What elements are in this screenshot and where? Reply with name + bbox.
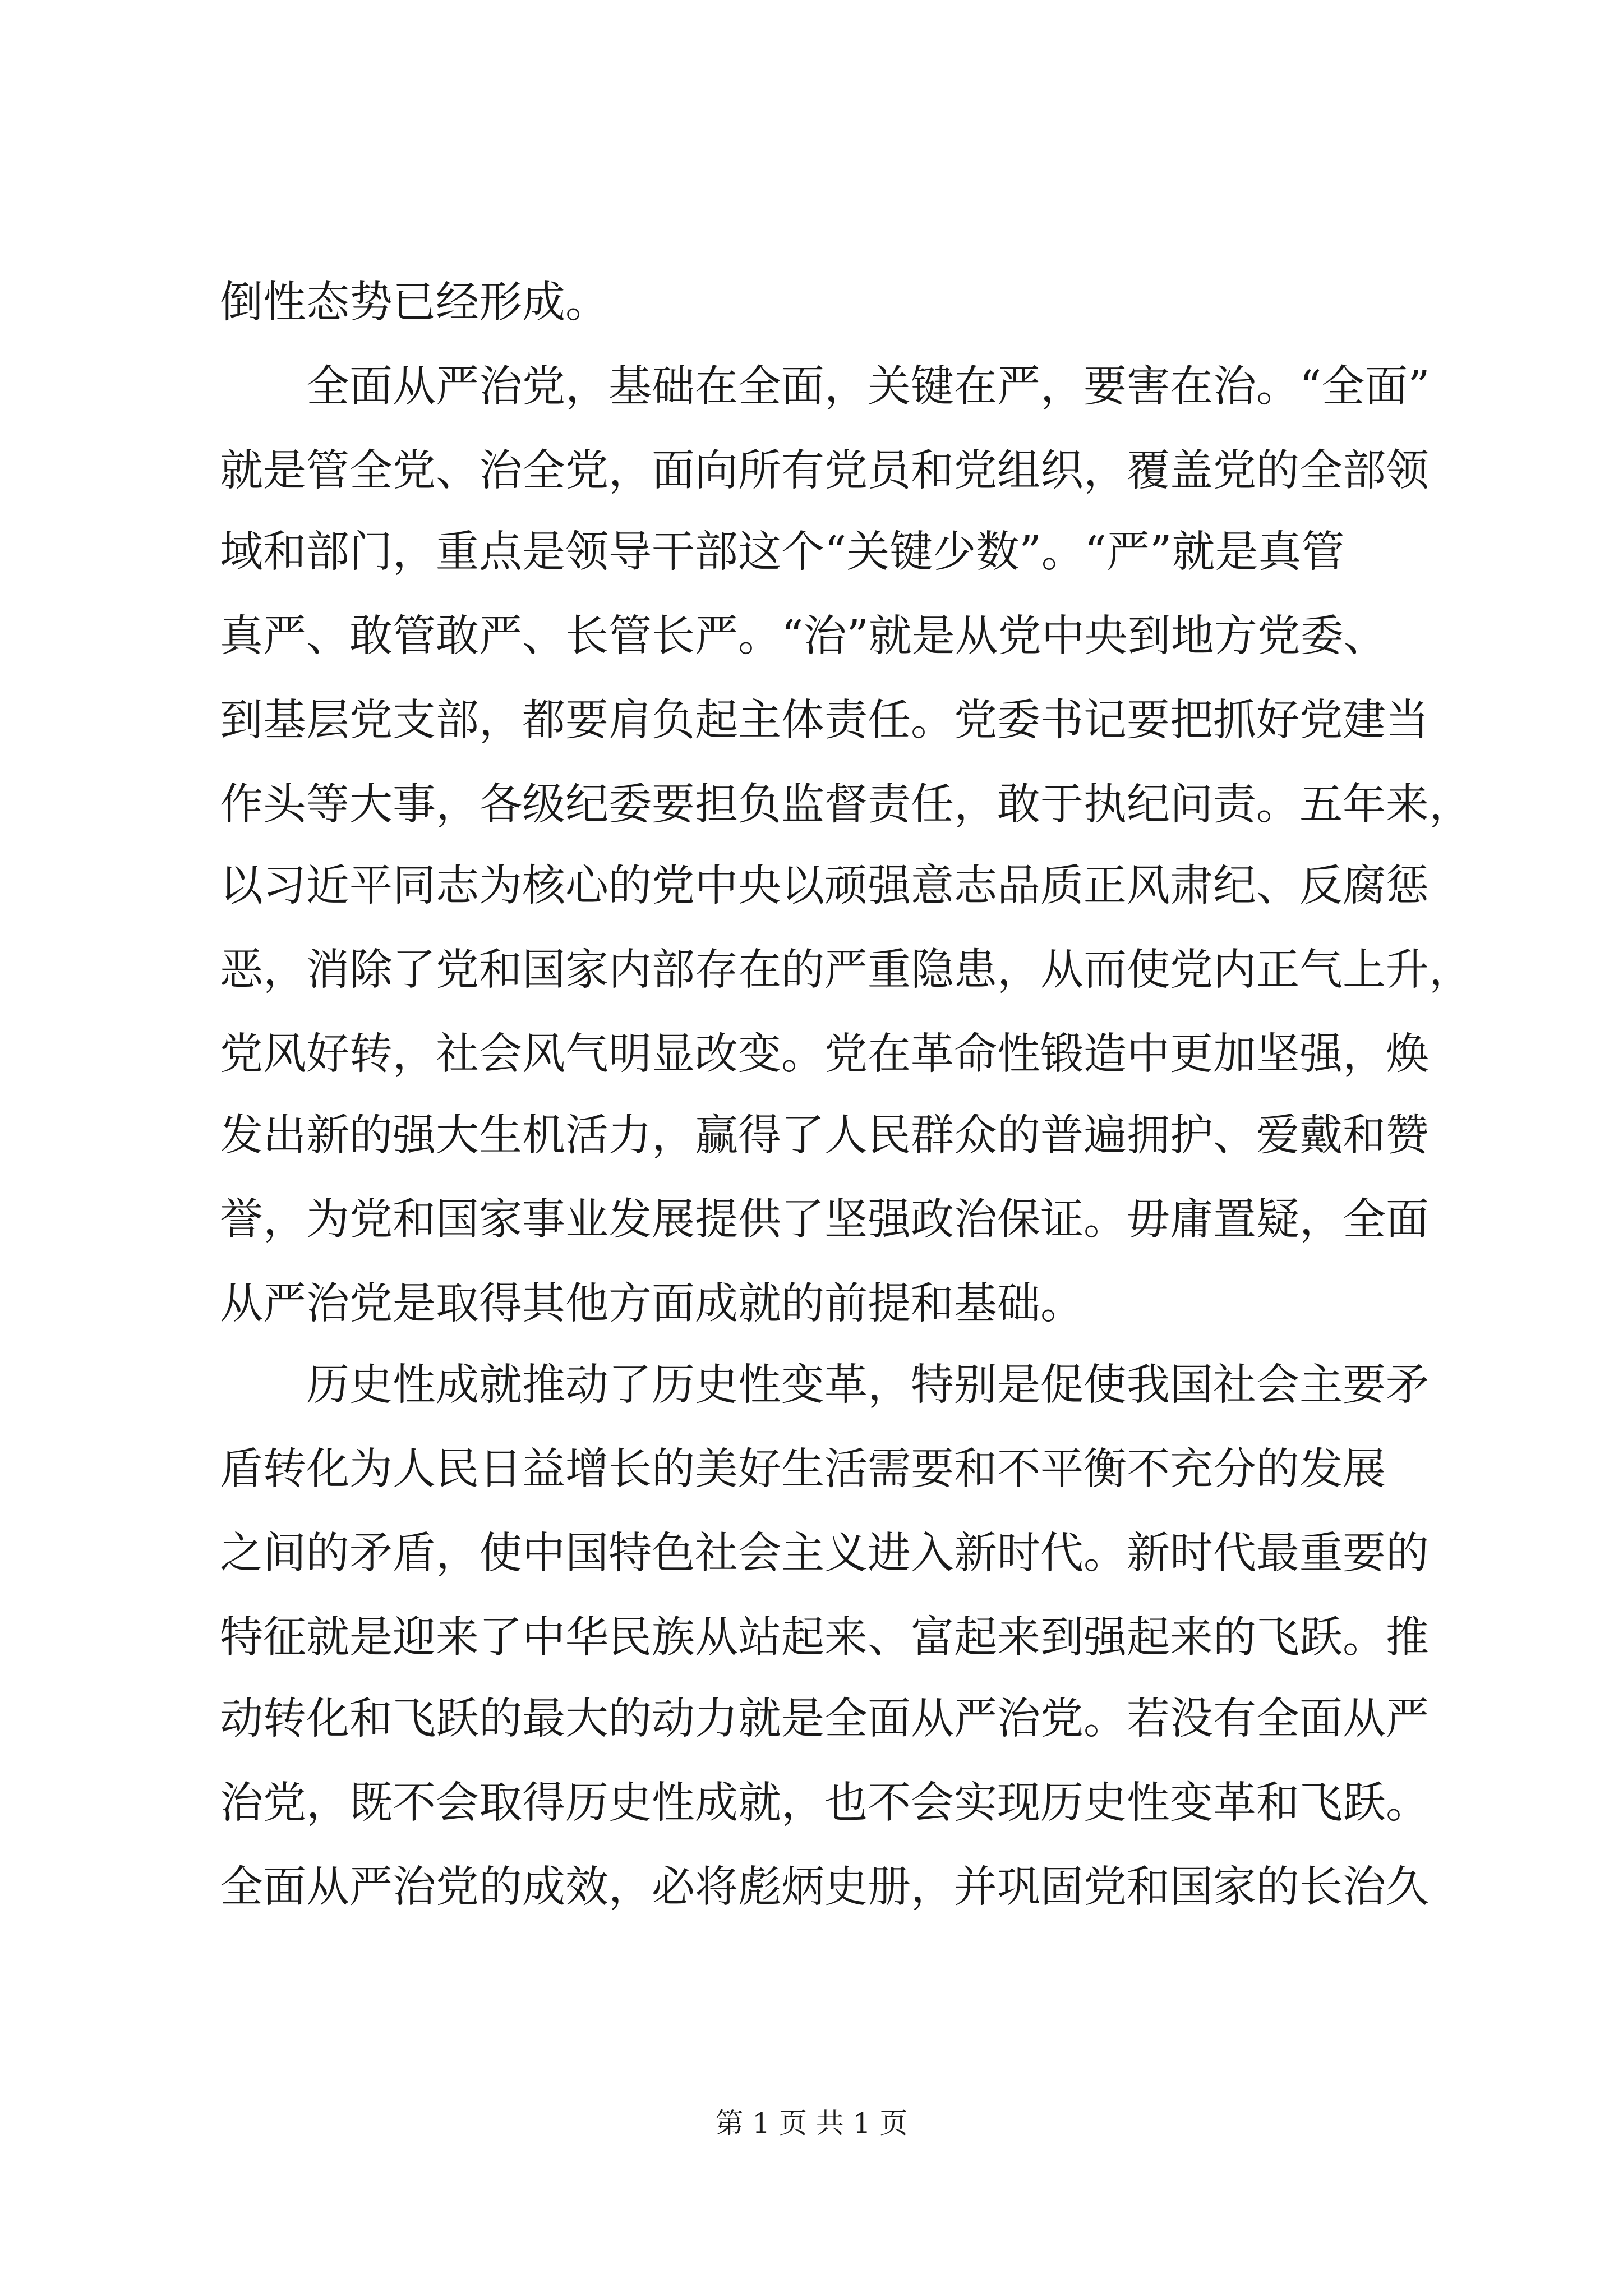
text-line: 发出新的强大生机活力，赢得了人民群众的普遍拥护、爱戴和赞 — [220, 1111, 1429, 1161]
text-line: 党风好转，社会风气明显改变。党在革命性锻造中更加坚强，焕 — [220, 1029, 1429, 1079]
text-line: 域和部门，重点是领导干部这个“关键少数”。“严”就是真管 — [220, 527, 1345, 577]
text-line: 之间的矛盾，使中国特色社会主义进入新时代。新时代最重要的 — [220, 1529, 1429, 1579]
text-line: 到基层党支部，都要肩负起主体责任。党委书记要把抓好党建当 — [220, 696, 1429, 746]
text-line: 誉，为党和国家事业发展提供了坚强政治保证。毋庸置疑，全面 — [220, 1195, 1429, 1245]
text-line: 全面从严治党的成效，必将彪炳史册，并巩固党和国家的长治久 — [220, 1862, 1429, 1912]
text-line: 从严治党是取得其他方面成就的前提和基础。 — [220, 1279, 1083, 1329]
text-line: 特征就是迎来了中华民族从站起来、富起来到强起来的飞跃。推 — [220, 1613, 1429, 1663]
text-line: 盾转化为人民日益增长的美好生活需要和不平衡不充分的发展 — [220, 1444, 1386, 1494]
page-footer: 第 1 页 共 1 页 — [715, 2107, 908, 2139]
text-line: 恶，消除了党和国家内部存在的严重隐患，从而使党内正气上升， — [220, 945, 1472, 995]
text-line: 真严、敢管敢严、长管长严。“治”就是从党中央到地方党委、 — [220, 611, 1387, 661]
text-line: 动转化和飞跃的最大的动力就是全面从严治党。若没有全面从严 — [220, 1694, 1429, 1744]
text-line: 历史性成就推动了历史性变革，特别是促使我国社会主要矛 — [220, 1360, 1429, 1410]
text-line: 倒性态势已经形成。 — [220, 278, 608, 328]
text-line: 以习近平同志为核心的党中央以顽强意志品质正风肃纪、反腐惩 — [220, 861, 1429, 911]
text-line: 全面从严治党，基础在全面，关键在严，要害在治。“全面” — [220, 362, 1430, 412]
text-line: 治党，既不会取得历史性成就，也不会实现历史性变革和飞跃。 — [220, 1778, 1429, 1828]
text-line: 作头等大事，各级纪委要担负监督责任，敢于执纪问责。五年来， — [220, 780, 1472, 830]
text-line: 就是管全党、治全党，面向所有党员和党组织，覆盖党的全部领 — [220, 446, 1429, 496]
